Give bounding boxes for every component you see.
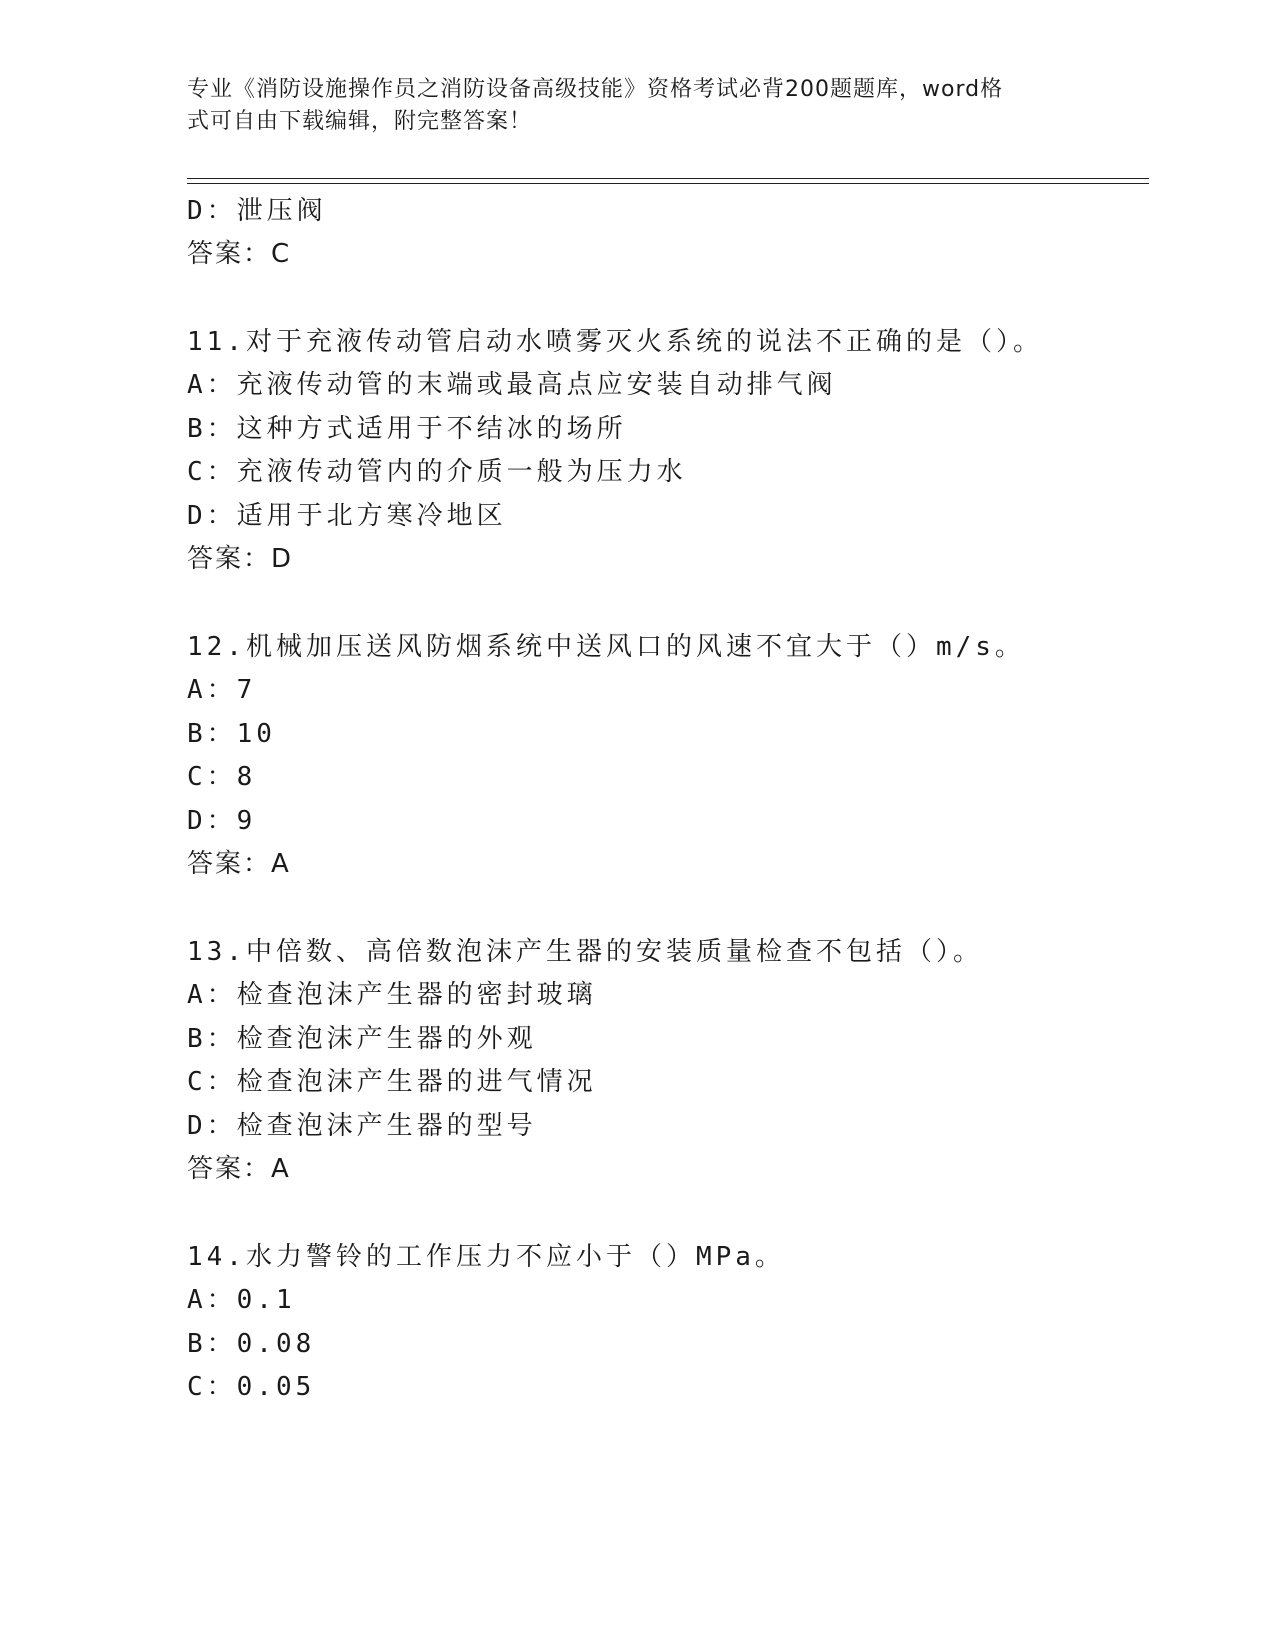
- header-divider-top: [187, 178, 1149, 179]
- q13-answer: 答案：A: [187, 1154, 291, 1184]
- q12-question: 12.机械加压送风防烟系统中送风口的风速不宜大于（）m/s。: [187, 632, 1025, 662]
- prev-option-d: D：泄压阀: [187, 196, 327, 226]
- document-header: [187, 74, 1077, 138]
- q14-option-a: A：0.1: [187, 1285, 296, 1315]
- q13-question: 13.中倍数、高倍数泡沫产生器的安装质量检查不包括（）。: [187, 937, 983, 967]
- q12-option-c: C：8: [187, 762, 257, 792]
- header-line-1: 专业《消防设施操作员之消防设备高级技能》资格考试必背200题题库，word格: [187, 77, 1004, 102]
- q11-option-a: A：充液传动管的末端或最高点应安装自动排气阀: [187, 370, 837, 400]
- q13-option-d: D：检查泡沫产生器的型号: [187, 1111, 537, 1141]
- q12-option-a: A：7: [187, 675, 257, 705]
- q12-answer: 答案：A: [187, 849, 291, 879]
- q13-option-c: C：检查泡沫产生器的进气情况: [187, 1067, 597, 1097]
- q14-question: 14.水力警铃的工作压力不应小于（）MPa。: [187, 1242, 785, 1272]
- q11-option-c: C：充液传动管内的介质一般为压力水: [187, 457, 687, 487]
- prev-answer: 答案：C: [187, 239, 292, 269]
- header-divider-bottom: [187, 183, 1149, 184]
- q14-option-c: C：0.05: [187, 1372, 316, 1402]
- q13-option-b: B：检查泡沫产生器的外观: [187, 1024, 537, 1054]
- q12-option-b: B：10: [187, 719, 276, 749]
- q12-option-d: D：9: [187, 806, 257, 836]
- q11-question: 11.对于充液传动管启动水喷雾灭火系统的说法不正确的是（）。: [187, 327, 1043, 357]
- q13-option-a: A：检查泡沫产生器的密封玻璃: [187, 980, 597, 1010]
- q14-option-b: B：0.08: [187, 1329, 316, 1359]
- q11-option-d: D：适用于北方寒冷地区: [187, 501, 507, 531]
- header-line-2: 式可自由下载编辑，附完整答案！: [187, 109, 533, 134]
- q11-option-b: B：这种方式适用于不结冰的场所: [187, 414, 627, 444]
- q11-answer: 答案：D: [187, 544, 294, 574]
